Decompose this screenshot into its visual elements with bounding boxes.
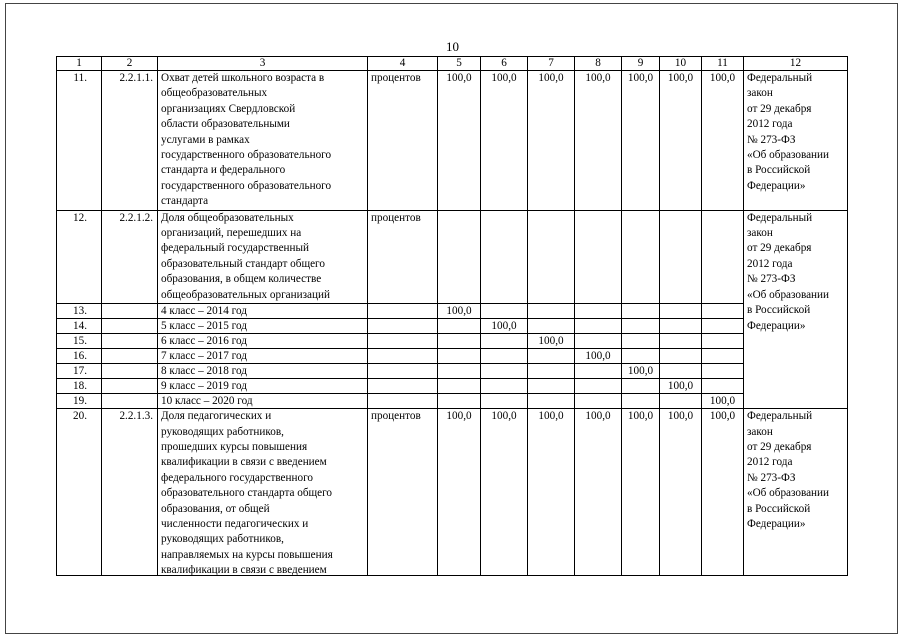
value-cell: 100,0 (528, 409, 575, 576)
value-cell: 100,0 (702, 71, 744, 211)
text-line: образовательного стандарта общего (161, 487, 333, 500)
column-numbers-row (57, 57, 848, 71)
text-line: Федеральный (747, 72, 813, 84)
text-line: руководящих работников, (161, 533, 284, 546)
grade-year: 9 класс – 2019 год (158, 379, 368, 394)
indicator-code: 2.2.1.2. (102, 210, 158, 303)
text-line: от 29 декабря (747, 440, 812, 453)
text-line: Доля общеобразовательных (161, 211, 294, 224)
text-line: Федеральный (747, 211, 813, 224)
table-row (57, 379, 848, 394)
header-cell: 6 (481, 57, 528, 71)
text-line: Федерации» (747, 179, 806, 192)
indicator-description (158, 409, 368, 576)
legal-source (744, 71, 848, 211)
value-cell: 100,0 (528, 71, 575, 211)
header-cell: 8 (575, 57, 622, 71)
table-row (57, 349, 848, 364)
header-cell: 2 (102, 57, 158, 71)
text-line: закон (747, 425, 773, 438)
text-line: организаций, перешедших на (161, 227, 302, 240)
text-line: федеральный государственный (161, 242, 310, 255)
header-cell: 9 (622, 57, 660, 71)
value-cell: 100,0 (702, 409, 744, 576)
value-cell: 100,0 (660, 409, 702, 576)
text-line: области образовательными (161, 118, 290, 131)
value-cell: 100,0 (438, 409, 481, 576)
value-cell: 100,0 (481, 319, 528, 334)
value-cell: 100,0 (622, 364, 660, 379)
text-line: Федеральный (747, 410, 813, 423)
text-line: образования, от общей (161, 502, 270, 515)
legal-source (744, 210, 848, 408)
header-cell: 12 (744, 57, 848, 71)
legal-source (744, 409, 848, 576)
text-line: от 29 декабря (747, 242, 812, 255)
header-cell: 7 (528, 57, 575, 71)
grade-year: 10 класс – 2020 год (158, 394, 368, 409)
text-line: закон (747, 87, 773, 100)
header-cell: 5 (438, 57, 481, 71)
text-line: в Российской (747, 502, 811, 515)
value-cell: 100,0 (481, 71, 528, 211)
text-line: Охват детей школьного возраста в (161, 72, 325, 84)
header-cell: 11 (702, 57, 744, 71)
text-line: стандарта (161, 195, 209, 208)
row-number: 19. (57, 394, 102, 409)
row-number: 17. (57, 364, 102, 379)
text-line: организациях Свердловской (161, 102, 296, 115)
table-row (57, 364, 848, 379)
text-line: 2012 года (747, 456, 793, 469)
indicator-code: 2.2.1.3. (102, 409, 158, 576)
unit-cell: процентов (368, 409, 438, 576)
text-line: направляемых на курсы повышения (161, 548, 333, 561)
table-row (57, 394, 848, 409)
text-line: квалификации в связи с введением (161, 456, 327, 469)
table-row (57, 71, 848, 211)
table-row (57, 319, 848, 334)
text-line: государственного образовательного (161, 179, 332, 192)
table-row (57, 409, 848, 576)
header-cell: 1 (57, 57, 102, 71)
text-line: Федерации» (747, 319, 806, 332)
value-cell: 100,0 (622, 409, 660, 576)
value-cell: 100,0 (702, 394, 744, 409)
value-cell: 100,0 (575, 349, 622, 364)
value-cell: 100,0 (438, 304, 481, 319)
text-line: квалификации в связи с введением (161, 564, 327, 576)
header-cell: 4 (368, 57, 438, 71)
text-line: в Российской (747, 304, 811, 317)
indicator-description (158, 71, 368, 211)
row-number: 18. (57, 379, 102, 394)
grade-year: 6 класс – 2016 год (158, 334, 368, 349)
text-line: № 273-ФЗ (747, 273, 796, 286)
text-line: стандарта и федерального (161, 164, 286, 177)
table-row (57, 304, 848, 319)
value-cell: 100,0 (575, 71, 622, 211)
text-line: услугами в рамках (161, 133, 250, 146)
indicators-table (56, 56, 848, 576)
grade-year: 5 класс – 2015 год (158, 319, 368, 334)
header-cell: 3 (158, 57, 368, 71)
row-number: 12. (57, 210, 102, 303)
row-number: 16. (57, 349, 102, 364)
text-line: государственного образовательного (161, 149, 332, 162)
text-line: от 29 декабря (747, 102, 812, 115)
text-line: 2012 года (747, 118, 793, 131)
indicator-description (158, 210, 368, 303)
unit-cell: процентов (368, 210, 438, 303)
text-line: прошедших курсы повышения (161, 440, 308, 453)
text-line: № 273-ФЗ (747, 471, 796, 484)
text-line: руководящих работников, (161, 425, 284, 438)
row-number: 20. (57, 409, 102, 576)
text-line: 2012 года (747, 257, 793, 270)
page-number: 10 (446, 39, 459, 54)
row-number: 14. (57, 319, 102, 334)
text-line: закон (747, 227, 773, 240)
table-row (57, 334, 848, 349)
unit-cell: процентов (368, 71, 438, 211)
text-line: образовательный стандарт общего (161, 257, 325, 270)
value-cell: 100,0 (438, 71, 481, 211)
value-cell: 100,0 (528, 334, 575, 349)
text-line: общеобразовательных организаций (161, 288, 330, 301)
text-line: № 273-ФЗ (747, 133, 796, 146)
text-line: численности педагогических и (161, 517, 309, 530)
row-number: 15. (57, 334, 102, 349)
table-row (57, 210, 848, 303)
text-line: Федерации» (747, 517, 806, 530)
row-number: 13. (57, 304, 102, 319)
text-line: в Российской (747, 164, 811, 177)
text-line: общеобразовательных (161, 87, 268, 100)
value-cell: 100,0 (481, 409, 528, 576)
header-cell: 10 (660, 57, 702, 71)
value-cell: 100,0 (660, 379, 702, 394)
value-cell: 100,0 (622, 71, 660, 211)
indicator-code: 2.2.1.1. (102, 71, 158, 211)
grade-year: 4 класс – 2014 год (158, 304, 368, 319)
grade-year: 8 класс – 2018 год (158, 364, 368, 379)
text-line: «Об образовании (747, 149, 830, 162)
grade-year: 7 класс – 2017 год (158, 349, 368, 364)
text-line: федерального государственного (161, 471, 313, 484)
text-line: «Об образовании (747, 487, 830, 500)
row-number: 11. (57, 71, 102, 211)
text-line: Доля педагогических и (161, 410, 272, 423)
value-cell: 100,0 (660, 71, 702, 211)
value-cell: 100,0 (575, 409, 622, 576)
text-line: образования, в общем количестве (161, 273, 322, 286)
text-line: «Об образовании (747, 288, 830, 301)
